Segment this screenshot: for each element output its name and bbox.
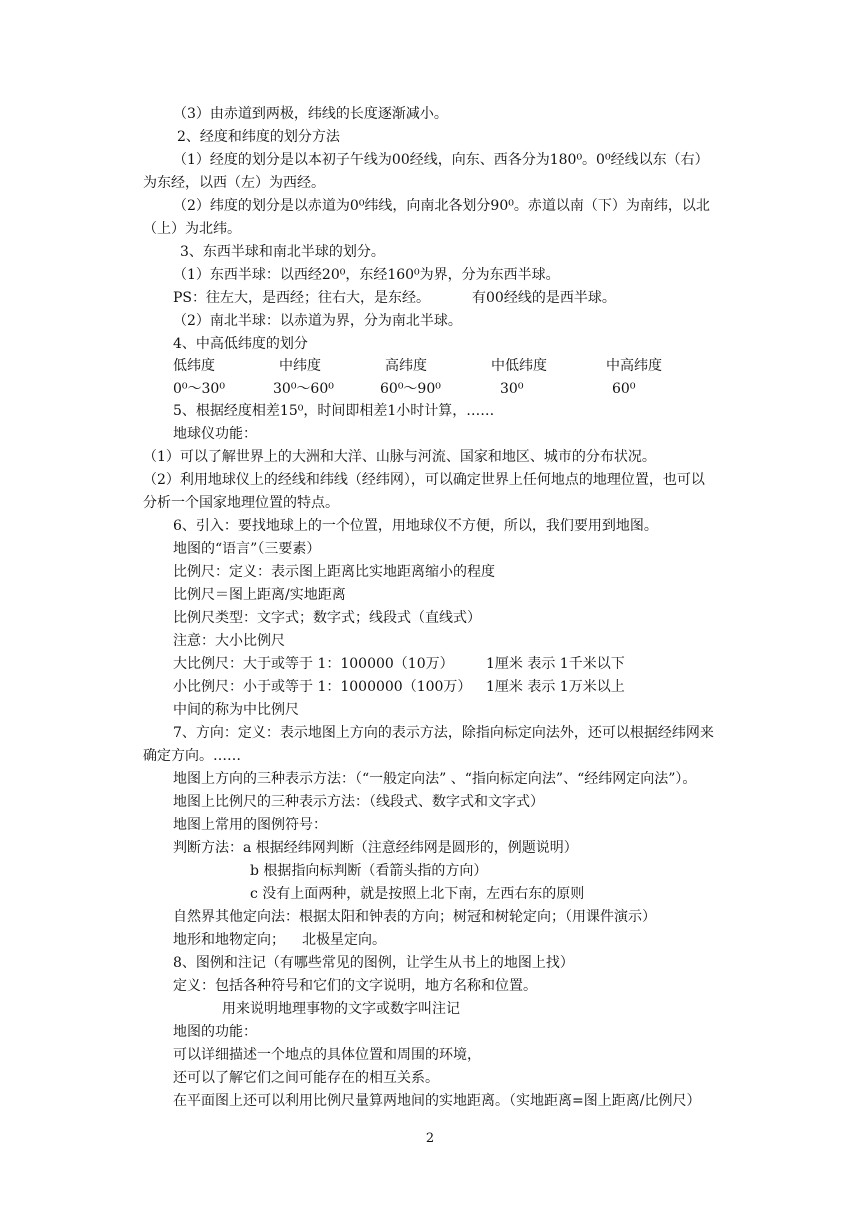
latitude-range: 30⁰～60⁰ <box>273 381 334 397</box>
text-line: 5、根据经度相差15⁰，时间即相差1小时计算，…… <box>173 403 495 419</box>
text-line: （1）东西半球：以西经20⁰，东经160⁰为界，分为东西半球。 <box>173 267 560 283</box>
text-line: 地形和地物定向； <box>173 932 285 948</box>
text-line: 确定方向。…… <box>143 748 241 764</box>
text-line: 北极星定向。 <box>302 932 386 948</box>
latitude-range: 0⁰～30⁰ <box>173 381 225 397</box>
latitude-range: 60⁰～90⁰ <box>380 381 441 397</box>
text-line: （2）南北半球：以赤道为界，分为南北半球。 <box>173 313 462 329</box>
text-line: 用来说明地理事物的文字或数字叫注记 <box>222 1001 460 1017</box>
latitude-header: 低纬度 <box>173 358 215 374</box>
section-heading: 6、引入：要找地球上的一个位置，用地球仪不方便，所以，我们要用到地图。 <box>173 518 658 534</box>
text-line: 在平面图上还可以利用比例尺量算两地间的实地距离。（实地距离=图上距离/比例尺） <box>173 1093 701 1109</box>
latitude-range: 30⁰ <box>500 381 524 397</box>
text-line: 1厘米 表示 1万米以上 <box>486 679 625 695</box>
text-line: 定义：包括各种符号和它们的文字说明，地方名称和位置。 <box>173 978 537 994</box>
section-heading: 8、图例和注记（有哪些常见的图例，让学生从书上的地图上找） <box>173 955 574 971</box>
text-line: 地图上方向的三种表示方法：（“一般定向法” 、“指向标定向法”、“经纬网定向法”）。 <box>173 771 697 787</box>
text-line: 可以详细描述一个地点的具体位置和周围的环境， <box>173 1047 481 1063</box>
text-line: 比例尺类型：文字式；数字式；线段式（直线式） <box>173 610 481 626</box>
text-line: （2）利用地球仪上的经线和纬线（经纬网），可以确定世界上任何地点的地理位置，也可以 <box>143 472 705 488</box>
text-line: 地图的功能： <box>173 1024 257 1040</box>
text-line: c 没有上面两种，就是按照上北下南，左西右东的原则 <box>250 886 585 902</box>
text-line: 自然界其他定向法：根据太阳和钟表的方向；树冠和树轮定向；（用课件演示） <box>173 909 656 925</box>
text-line: 地图上常用的图例符号： <box>173 817 327 833</box>
text-line: 大比例尺：大于或等于 1：100000（10万） <box>173 656 454 672</box>
section-heading: 7、方向：定义：表示地图上方向的表示方法，除指向标定向法外，还可以根据经纬网来 <box>173 725 714 741</box>
latitude-header: 中高纬度 <box>606 358 662 374</box>
section-heading: 3、东西半球和南北半球的划分。 <box>180 244 385 260</box>
text-line: （3）由赤道到两极，纬线的长度逐渐减小。 <box>173 106 448 122</box>
page-number: 2 <box>425 1131 435 1146</box>
text-line: 有00经线的是西半球。 <box>472 290 616 306</box>
section-heading: 4、中高低纬度的划分 <box>173 336 308 352</box>
text-line: 分析一个国家地理位置的特点。 <box>143 495 339 511</box>
text-line: 比例尺＝图上距离/实地距离 <box>173 587 346 603</box>
text-line: 判断方法：a 根据经纬网判断（注意经纬网是圆形的，例题说明） <box>173 840 578 856</box>
text-line: 为东经，以西（左）为西经。 <box>143 175 325 191</box>
text-line: 比例尺：定义：表示图上距离比实地距离缩小的程度 <box>173 564 495 580</box>
text-line: （2）纬度的划分是以赤道为0⁰纬线，向南北各划分90⁰。赤道以南（下）为南纬，以北 <box>173 198 710 214</box>
text-line: 地图的“语言”（三要素） <box>173 541 321 557</box>
latitude-header: 中低纬度 <box>491 358 547 374</box>
latitude-header: 中纬度 <box>279 358 321 374</box>
latitude-header: 高纬度 <box>385 358 427 374</box>
text-line: 地球仪功能： <box>173 426 257 442</box>
text-line: （1）经度的划分是以本初子午线为00经线，向东、西各分为180⁰。0⁰经线以东（右） <box>173 152 709 168</box>
text-line: 中间的称为中比例尺 <box>173 702 299 718</box>
section-heading: 2、经度和纬度的划分方法 <box>177 129 340 145</box>
text-line: 小比例尺：小于或等于 1：1000000（100万） <box>173 679 472 695</box>
text-line: 地图上比例尺的三种表示方法：（线段式、数字式和文字式） <box>173 794 544 810</box>
text-line: （上）为北纬。 <box>143 221 241 237</box>
text-line: b 根据指向标判断（看箭头指的方向） <box>250 863 488 879</box>
text-line: 还可以了解它们之间可能存在的相互关系。 <box>173 1070 439 1086</box>
text-line: 1厘米 表示 1千米以下 <box>486 656 625 672</box>
text-line: PS：往左大，是西经；往右大，是东经。 <box>173 290 431 306</box>
latitude-range: 60⁰ <box>612 381 636 397</box>
text-line: 注意：大小比例尺 <box>173 633 285 649</box>
text-line: （1）可以了解世界上的大洲和大洋、山脉与河流、国家和地区、城市的分布状况。 <box>143 449 656 465</box>
